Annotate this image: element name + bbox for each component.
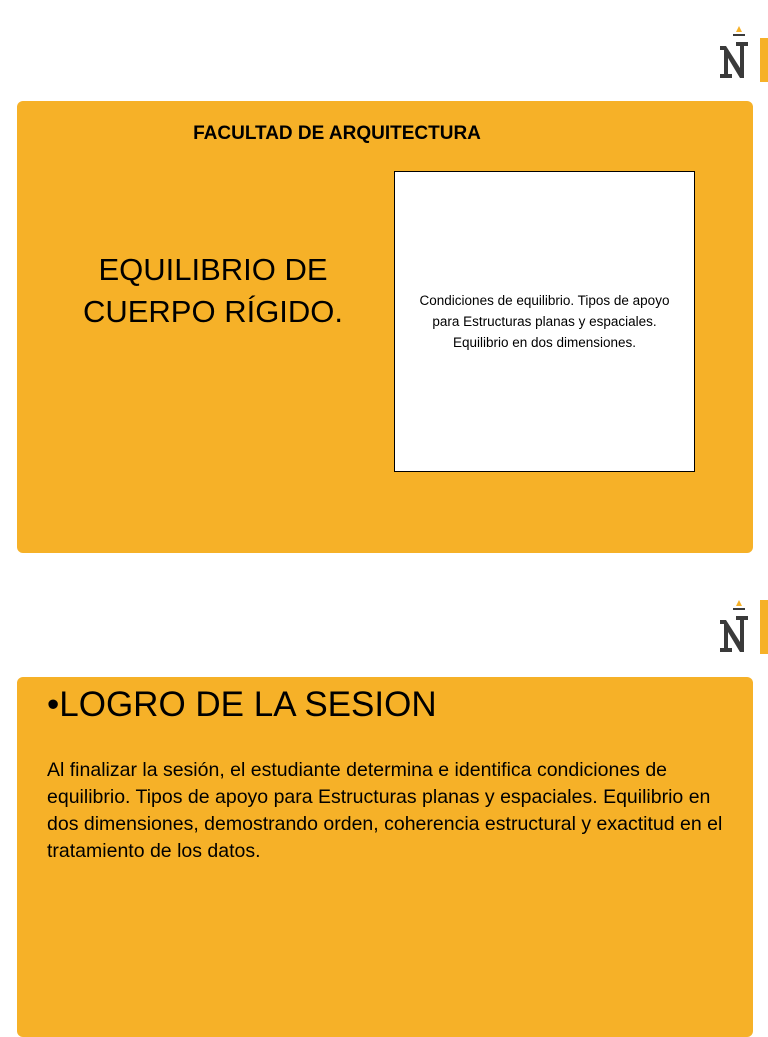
slide-title bbox=[53, 249, 373, 333]
description-box bbox=[394, 171, 695, 472]
slide-title-line-2: CUERPO RÍGIDO. bbox=[82, 294, 344, 329]
session-goal-title: •LOGRO DE LA SESION bbox=[47, 685, 437, 724]
session-goal-card bbox=[17, 677, 753, 1037]
session-goal-body: Al finalizar la sesión, el estudiante determina e identifica condiciones de equilibrio. Tipos de apoyo para Estructuras planas y espaciales. Equilibrio en dos dimensiones, demostrando orden, coherencia estructural y exactitud en el tratamiento de los datos. bbox=[47, 759, 723, 862]
slide-title-line-1: EQUILIBRIO DE bbox=[98, 252, 328, 287]
faculty-heading: FACULTAD DE ARQUITECTURA bbox=[193, 123, 481, 144]
description-text: Condiciones de equilibrio. Tipos de apoyo para Estructuras planas y espaciales. Equilibrio en dos dimensiones. bbox=[419, 293, 670, 350]
university-logo-icon bbox=[716, 598, 768, 656]
university-logo-icon bbox=[716, 24, 768, 82]
title-slide-card bbox=[17, 101, 753, 553]
